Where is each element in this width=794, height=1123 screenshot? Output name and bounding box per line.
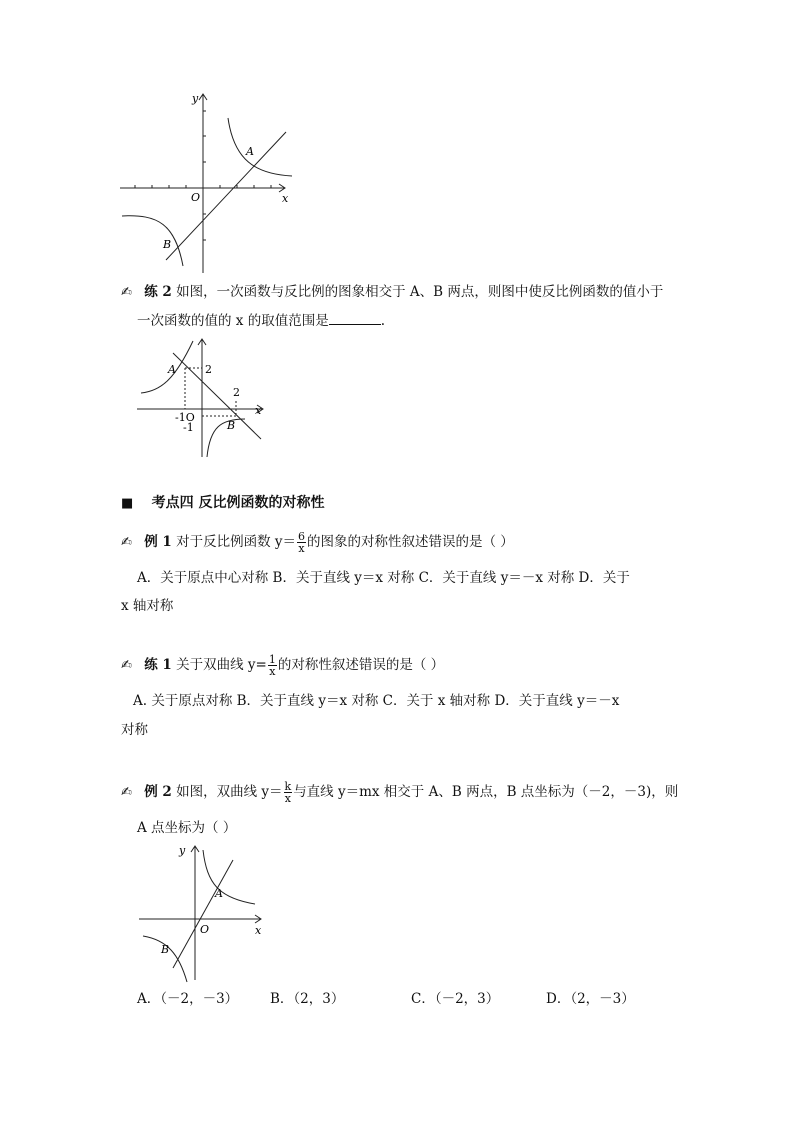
fraction-denominator: x — [269, 665, 276, 678]
example-1-options: A．关于原点中心对称 B．关于直线 y＝x 对称 C．关于直线 y＝－x 对称 D．关于 — [137, 570, 630, 586]
fraction-denominator: x — [298, 542, 305, 555]
figure-hyperbola-line-2 — [133, 335, 273, 463]
pen-icon: ✍ — [121, 658, 132, 673]
fraction-k-over-x — [284, 781, 293, 804]
pen-icon: ✍ — [121, 785, 132, 800]
tick-2-x: 2 — [233, 386, 240, 399]
y-label: y — [179, 844, 186, 857]
answer-blank[interactable] — [329, 312, 381, 325]
section-book-icon: ■ — [121, 496, 134, 511]
fraction-numerator: k — [284, 780, 292, 793]
practice-2-line-2 — [137, 312, 385, 330]
answer-option-a[interactable]: A．（－2，－3） — [137, 991, 239, 1007]
answer-option-c[interactable]: C．（－2，3） — [411, 991, 500, 1007]
answer-option-b[interactable]: B．（2，3） — [270, 991, 345, 1007]
example-2-line-2: A 点坐标为（ ） — [137, 820, 237, 836]
x-label: x — [255, 924, 262, 937]
line-ab — [173, 860, 233, 968]
example-2-pre: 如图，双曲线 y＝ — [176, 784, 283, 800]
hyperbola-branch-lower-right — [207, 419, 245, 457]
point-b-label: B — [163, 238, 172, 251]
practice-2-period: . — [380, 313, 385, 329]
answer-option-d[interactable]: D．（2，－3） — [546, 991, 635, 1007]
section-title: 考点四 反比例函数的对称性 — [151, 495, 325, 511]
point-a-label: A — [246, 145, 254, 158]
practice-2-text-1: 如图，一次函数与反比例的图象相交于 A、B 两点，则图中使反比例函数的值小于 — [176, 284, 664, 300]
figure-hyperbola-line-1 — [110, 88, 300, 280]
section-heading — [121, 494, 324, 513]
tick-neg1-origin: -1O — [175, 411, 195, 424]
figure-hyperbola-line-3 — [135, 840, 270, 986]
tick-neg1-y: -1 — [183, 421, 194, 434]
point-b-label: B — [161, 943, 170, 956]
origin-label: O — [191, 191, 201, 204]
example-1-pre: 对于反比例函数 y＝ — [176, 534, 297, 550]
line-ab — [166, 132, 286, 260]
example-1-question — [121, 531, 514, 554]
y-label: y — [192, 92, 199, 105]
practice-2-line-1 — [121, 283, 663, 302]
practice-1-options: A. 关于原点对称 B．关于直线 y＝x 对称 C．关于 x 轴对称 D．关于直线 y＝－x — [133, 693, 620, 709]
fraction-numerator: 1 — [268, 653, 276, 666]
practice-2-text-2: 一次函数的值的 x 的取值范围是 — [137, 313, 329, 329]
example-2-tag: 例 2 — [144, 784, 172, 800]
point-b-label: B — [227, 419, 236, 432]
practice-1-post: 的对称性叙述错误的是（ ） — [277, 657, 445, 673]
pen-icon: ✍ — [121, 285, 132, 300]
origin-label: O — [200, 923, 210, 936]
x-label: x — [282, 192, 289, 205]
fraction-numerator: 6 — [298, 530, 306, 543]
practice-1-pre: 关于双曲线 y= — [176, 657, 267, 673]
practice-1-question — [121, 654, 444, 677]
example-2-question — [121, 781, 678, 804]
fraction-1-over-x — [268, 654, 277, 677]
hyperbola-branch-2 — [122, 216, 183, 266]
fraction-6-over-x — [297, 531, 306, 554]
point-a-label: A — [215, 887, 223, 900]
hyperbola-branch-1 — [203, 850, 255, 904]
hyperbola-branch-1 — [228, 118, 292, 176]
point-a-label: A — [168, 363, 176, 376]
example-1-post: 的图象的对称性叙述错误的是（ ） — [307, 534, 514, 550]
example-1-tag: 例 1 — [144, 534, 172, 550]
example-1-options-cont: x 轴对称 — [121, 598, 174, 614]
x-label: x — [255, 404, 262, 417]
tick-2-y: 2 — [205, 363, 212, 376]
pen-icon: ✍ — [121, 535, 132, 550]
fraction-denominator: x — [284, 792, 291, 805]
example-2-post: 与直线 y＝mx 相交于 A、B 两点，B 点坐标为（－2，－3)，则 — [293, 784, 679, 800]
practice-1-options-cont: 对称 — [121, 722, 148, 738]
practice-2-tag: 练 2 — [144, 284, 172, 300]
practice-1-tag: 练 1 — [144, 657, 172, 673]
